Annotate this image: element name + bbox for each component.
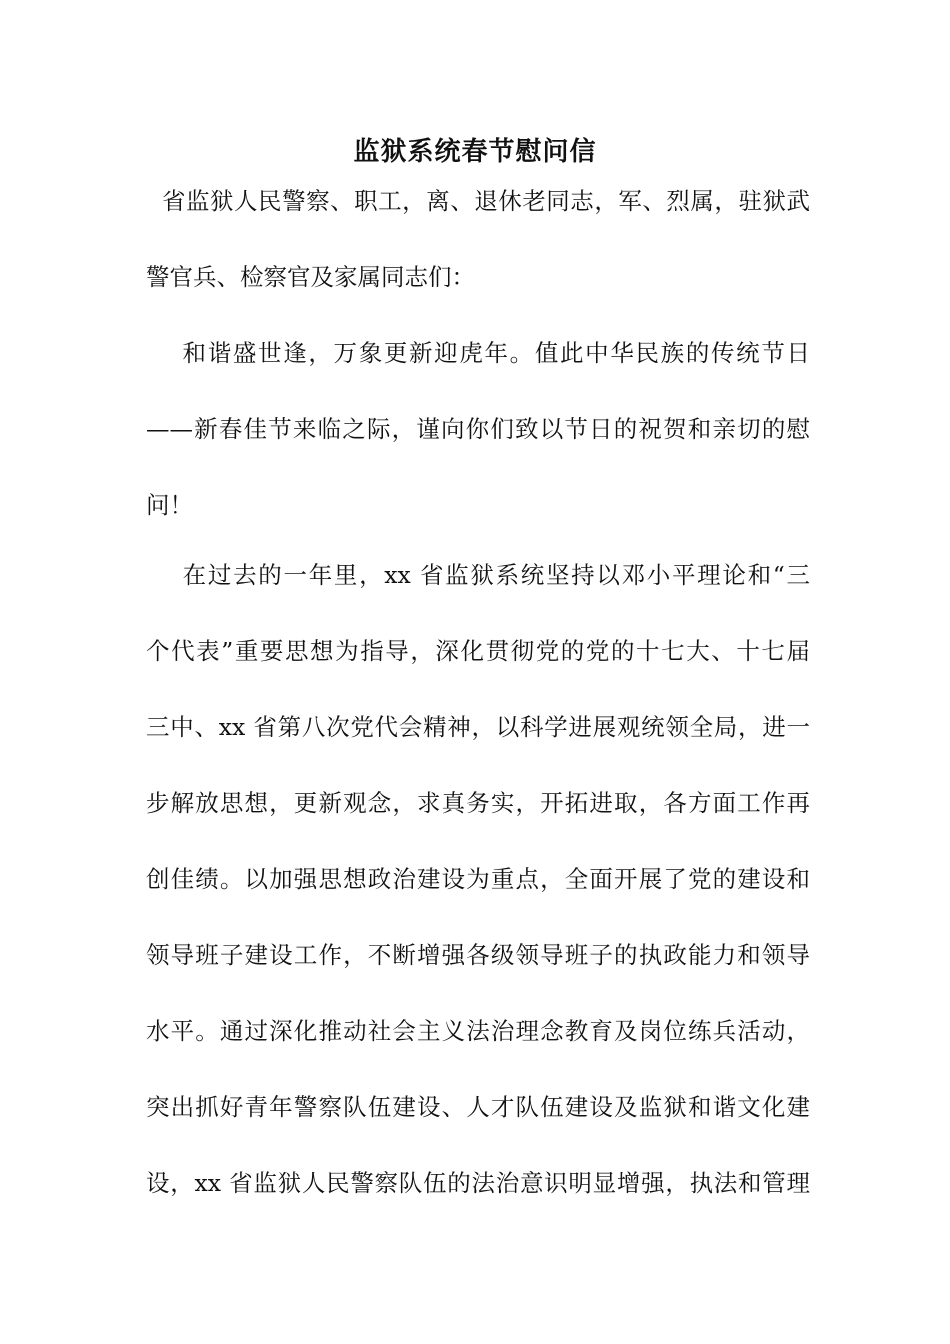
salutation-line-1: 省监狱人民警察、职工，离、退休老同志，军、烈属，驻狱武 bbox=[146, 187, 810, 215]
document-title: 监狱系统春节慰问信 bbox=[353, 137, 597, 167]
paragraph-2-line-5: 创佳绩。以加强思想政治建设为重点，全面开展了党的建设和 bbox=[146, 865, 810, 893]
salutation-line-2: 警官兵、检察官及家属同志们： bbox=[146, 263, 475, 291]
paragraph-1-line-2: ——新春佳节来临之际，谨向你们致以节日的祝贺和亲切的慰 bbox=[146, 415, 810, 443]
paragraph-2-line-9: 设，xx 省监狱人民警察队伍的法治意识明显增强，执法和管理 bbox=[146, 1169, 810, 1197]
paragraph-2-line-2: 个代表”重要思想为指导，深化贯彻党的党的十七大、十七届 bbox=[146, 637, 810, 665]
paragraph-1-line-1: 和谐盛世逢，万象更新迎虎年。值此中华民族的传统节日 bbox=[146, 339, 810, 367]
paragraph-1-line-3: 问！ bbox=[146, 491, 193, 519]
paragraph-2-line-1: 在过去的一年里，xx 省监狱系统坚持以邓小平理论和“三 bbox=[146, 561, 810, 589]
paragraph-2-line-7: 水平。通过深化推动社会主义法治理念教育及岗位练兵活动， bbox=[146, 1017, 810, 1045]
paragraph-2-line-4: 步解放思想，更新观念，求真务实，开拓进取，各方面工作再 bbox=[146, 789, 810, 817]
paragraph-2-line-6: 领导班子建设工作，不断增强各级领导班子的执政能力和领导 bbox=[146, 941, 810, 969]
paragraph-2-line-3: 三中、xx 省第八次党代会精神，以科学进展观统领全局，进一 bbox=[146, 713, 810, 741]
paragraph-2-line-8: 突出抓好青年警察队伍建设、人才队伍建设及监狱和谐文化建 bbox=[146, 1093, 810, 1121]
